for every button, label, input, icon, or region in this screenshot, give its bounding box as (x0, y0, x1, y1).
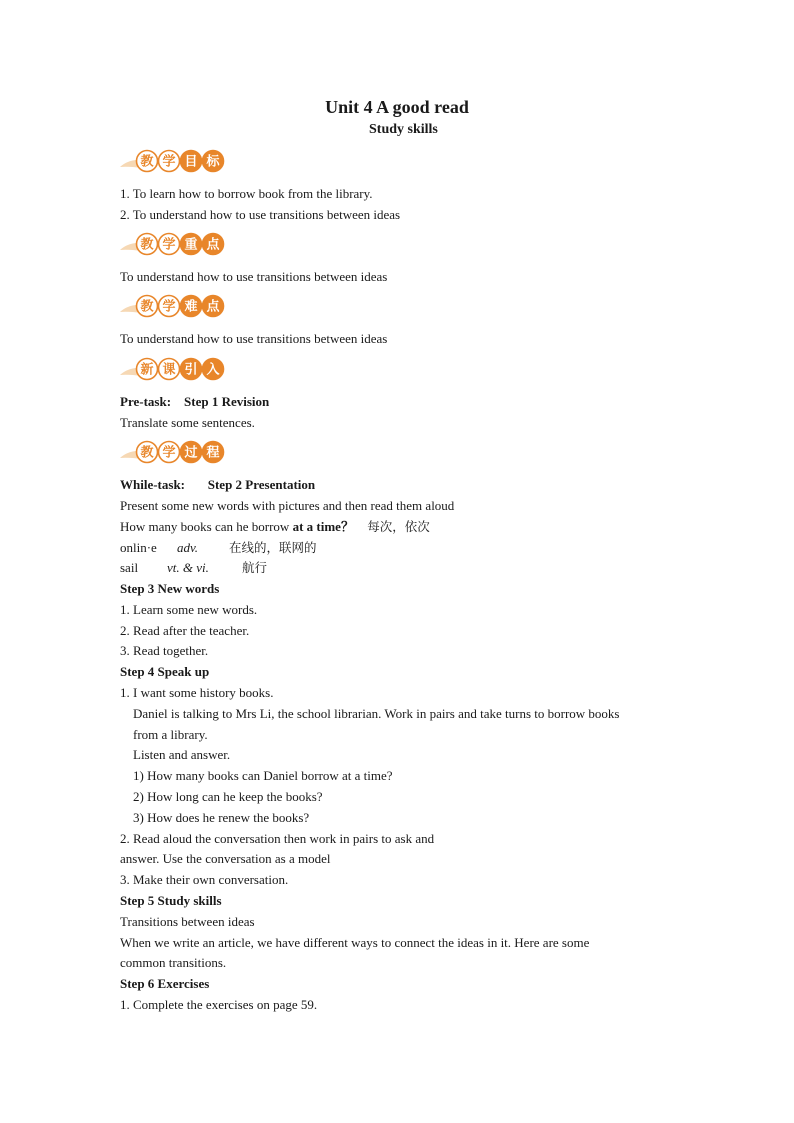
banner-char: 引 (184, 362, 198, 378)
vocab-word-1-cn: 在线的，联网的 (229, 540, 317, 555)
vocab-question-bold: at a time？ (292, 519, 354, 534)
whiletask-step: Step 2 Presentation (207, 477, 316, 492)
step6-heading: Step 6 Exercises (120, 976, 210, 991)
objective-1: 1. To learn how to borrow book from the library. (120, 186, 373, 201)
banner-graphic (118, 439, 226, 465)
banner-char: 教 (140, 237, 154, 253)
banner-difficulties (118, 293, 226, 319)
banner-char: 学 (162, 154, 176, 170)
vocab-question-cn: 每次，依次 (367, 519, 430, 534)
step3-item-2: 2. Read after the teacher. (120, 623, 250, 638)
vocab-word-2-pos: vt. & vi. (167, 560, 209, 575)
banner-char: 程 (206, 445, 220, 461)
pretask-heading (120, 394, 269, 410)
banner-char: 教 (140, 445, 154, 461)
step4-line-4: Listen and answer. (133, 747, 231, 762)
step4-line-3: from a library. (133, 727, 208, 742)
banner-char: 教 (140, 154, 154, 170)
banner-char: 教 (140, 299, 154, 315)
step4-line-7: 3. Make their own conversation. (120, 872, 289, 887)
step3-item-3: 3. Read together. (120, 643, 209, 658)
banner-char: 目 (184, 154, 198, 170)
step4-question-2: 2) How long can he keep the books? (133, 789, 323, 804)
vocab-question (120, 519, 430, 535)
whiletask-label: While-task: (120, 477, 185, 492)
step5-line-2: When we write an article, we have different ways to connect the ideas in it. Here are some (120, 935, 590, 950)
banner-char: 学 (162, 299, 176, 315)
banner-char: 重 (184, 237, 198, 253)
step4-line-5: 2. Read aloud the conversation then work in pairs to ask and (120, 831, 435, 846)
banner-graphic (118, 231, 226, 257)
step6-line-1: 1. Complete the exercises on page 59. (120, 997, 318, 1012)
vocab-word-1 (120, 540, 317, 556)
banner-char: 点 (206, 299, 220, 315)
banner-char: 新 (140, 362, 154, 378)
pretask-text: Translate some sentences. (120, 415, 255, 430)
banner-char: 学 (162, 237, 176, 253)
vocab-word-2-cn: 航行 (242, 560, 268, 575)
objective-2: 2. To understand how to use transitions between ideas (120, 207, 401, 222)
pretask-label: Pre-task: (120, 394, 172, 409)
banner-char: 课 (162, 362, 176, 378)
page-subtitle: Study skills (369, 122, 438, 137)
difficulty-text: To understand how to use transitions between ideas (120, 331, 388, 346)
page-title: Unit 4 A good read (325, 97, 469, 117)
step4-line-6: answer. Use the conversation as a model (120, 851, 331, 866)
step4-question-1: 1) How many books can Daniel borrow at a time? (133, 768, 393, 783)
step5-line-1: Transitions between ideas (120, 914, 255, 929)
step4-question-3: 3) How does he renew the books? (133, 810, 310, 825)
vocab-question-prefix: How many books can he borrow (120, 519, 293, 534)
whiletask-text: Present some new words with pictures and then read them aloud (120, 498, 455, 513)
banner-graphic (118, 356, 226, 382)
step4-line-2: Daniel is talking to Mrs Li, the school librarian. Work in pairs and take turns to borrow books (133, 706, 620, 721)
banner-graphic (118, 148, 226, 174)
banner-char: 学 (162, 445, 176, 461)
step3-heading: Step 3 New words (120, 581, 220, 596)
step4-heading: Step 4 Speak up (120, 664, 210, 679)
banner-intro (118, 356, 226, 382)
banner-graphic (118, 293, 226, 319)
banner-char: 点 (206, 237, 220, 253)
banner-key-points (118, 231, 226, 257)
banner-char: 难 (184, 299, 198, 315)
vocab-word-1-pos: adv. (177, 540, 199, 555)
step4-line-1: 1. I want some history books. (120, 685, 274, 700)
banner-objectives (118, 148, 226, 174)
whiletask-heading (120, 477, 315, 493)
banner-char: 入 (206, 362, 220, 378)
banner-char: 过 (184, 445, 198, 461)
vocab-word-1-term: onlin·e (120, 540, 157, 555)
key-point-text: To understand how to use transitions between ideas (120, 269, 388, 284)
banner-process (118, 439, 226, 465)
step5-line-3: common transitions. (120, 955, 227, 970)
step5-heading: Step 5 Study skills (120, 893, 222, 908)
pretask-step: Step 1 Revision (184, 394, 270, 409)
vocab-word-2 (120, 560, 268, 576)
banner-char: 标 (206, 154, 220, 170)
vocab-word-2-term: sail (120, 560, 139, 575)
step3-item-1: 1. Learn some new words. (120, 602, 258, 617)
